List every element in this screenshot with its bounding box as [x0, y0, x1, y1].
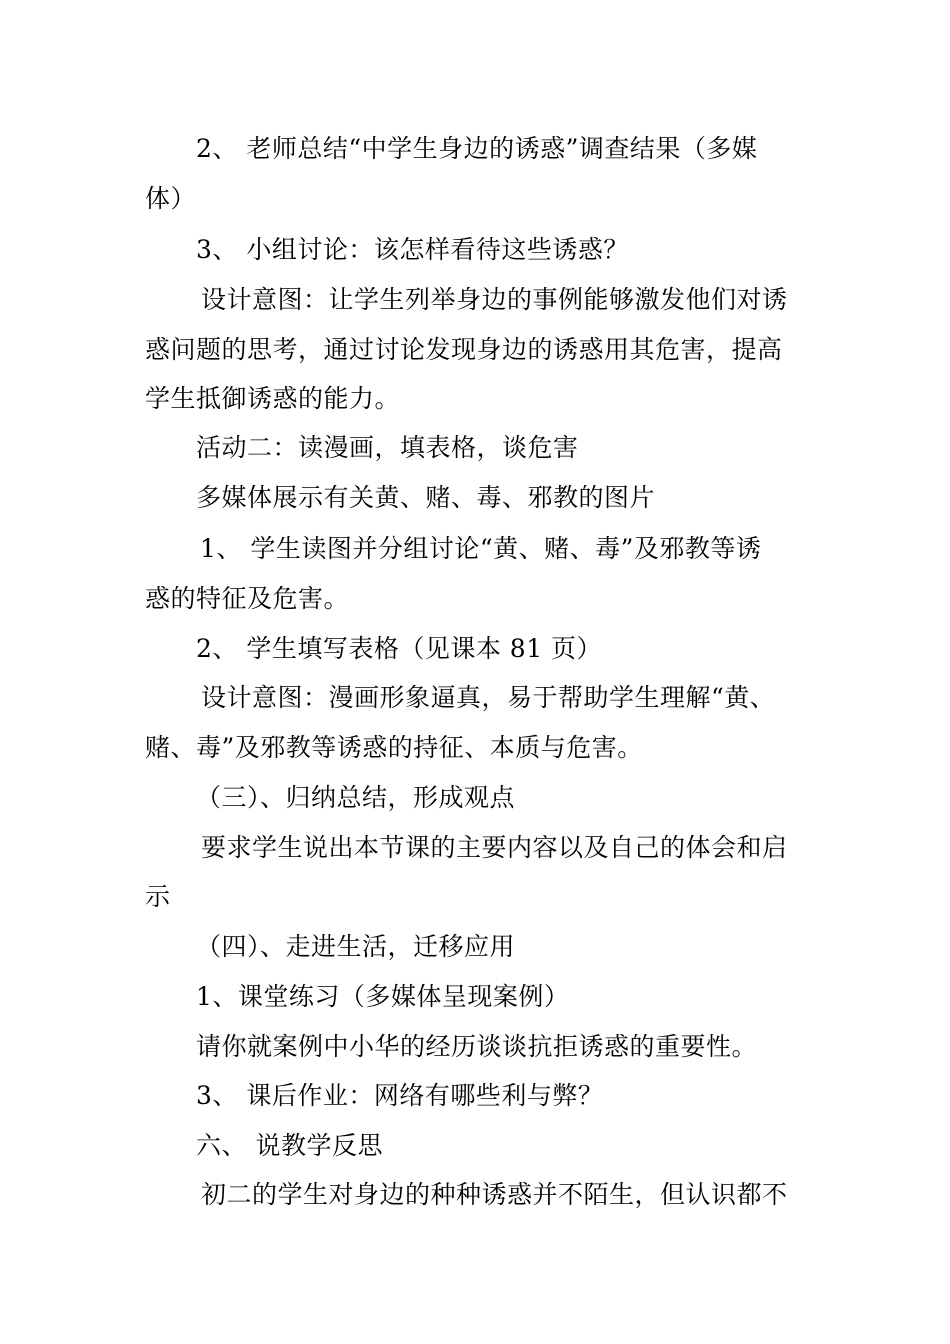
- text-line: 1、课堂练习（多媒体呈现案例）: [196, 982, 570, 1011]
- text-line: 赌、毒”及邪教等诱惑的持征、本质与危害。: [145, 733, 643, 762]
- text-line: 3、 课后作业：网络有哪些利与弊？: [196, 1081, 604, 1110]
- text-line: 示: [145, 882, 171, 911]
- text-line: 惑问题的思考，通过讨论发现身边的诱惑用其危害，提高: [145, 335, 783, 364]
- text-line: 设计意图：漫画形象逼真，易于帮助学生理解“黄、: [201, 683, 776, 712]
- text-line: 初二的学生对身边的种种诱惑并不陌生，但认识都不: [201, 1180, 788, 1209]
- text-line: 2、 老师总结“中学生身边的诱惑”调查结果（多媒: [196, 134, 758, 163]
- text-line: 多媒体展示有关黄、赌、毒、邪教的图片: [196, 483, 656, 512]
- text-line: 3、 小组讨论：该怎样看待这些诱惑？: [196, 235, 629, 264]
- text-line: 六、 说教学反思: [196, 1131, 383, 1160]
- text-line: （四）、走进生活，迁移应用: [196, 932, 516, 961]
- text-line: 活动二：读漫画，填表格，谈危害: [196, 433, 579, 462]
- text-line: （三）、归纳总结，形成观点: [196, 783, 516, 812]
- text-line: 惑的特征及危害。: [145, 584, 350, 613]
- text-line: 体）: [145, 184, 197, 213]
- text-line: 1、 学生读图并分组讨论“黄、赌、毒”及邪教等诱: [200, 534, 762, 563]
- text-line: 要求学生说出本节课的主要内容以及自己的体会和启: [201, 833, 788, 862]
- text-line: 请你就案例中小华的经历谈谈抗拒诱惑的重要性。: [196, 1032, 758, 1061]
- text-line: 设计意图：让学生列举身边的事例能够激发他们对诱: [201, 285, 788, 314]
- text-line: 学生抵御诱惑的能力。: [145, 384, 401, 413]
- text-line: 2、 学生填写表格（见课本 81 页）: [196, 634, 603, 663]
